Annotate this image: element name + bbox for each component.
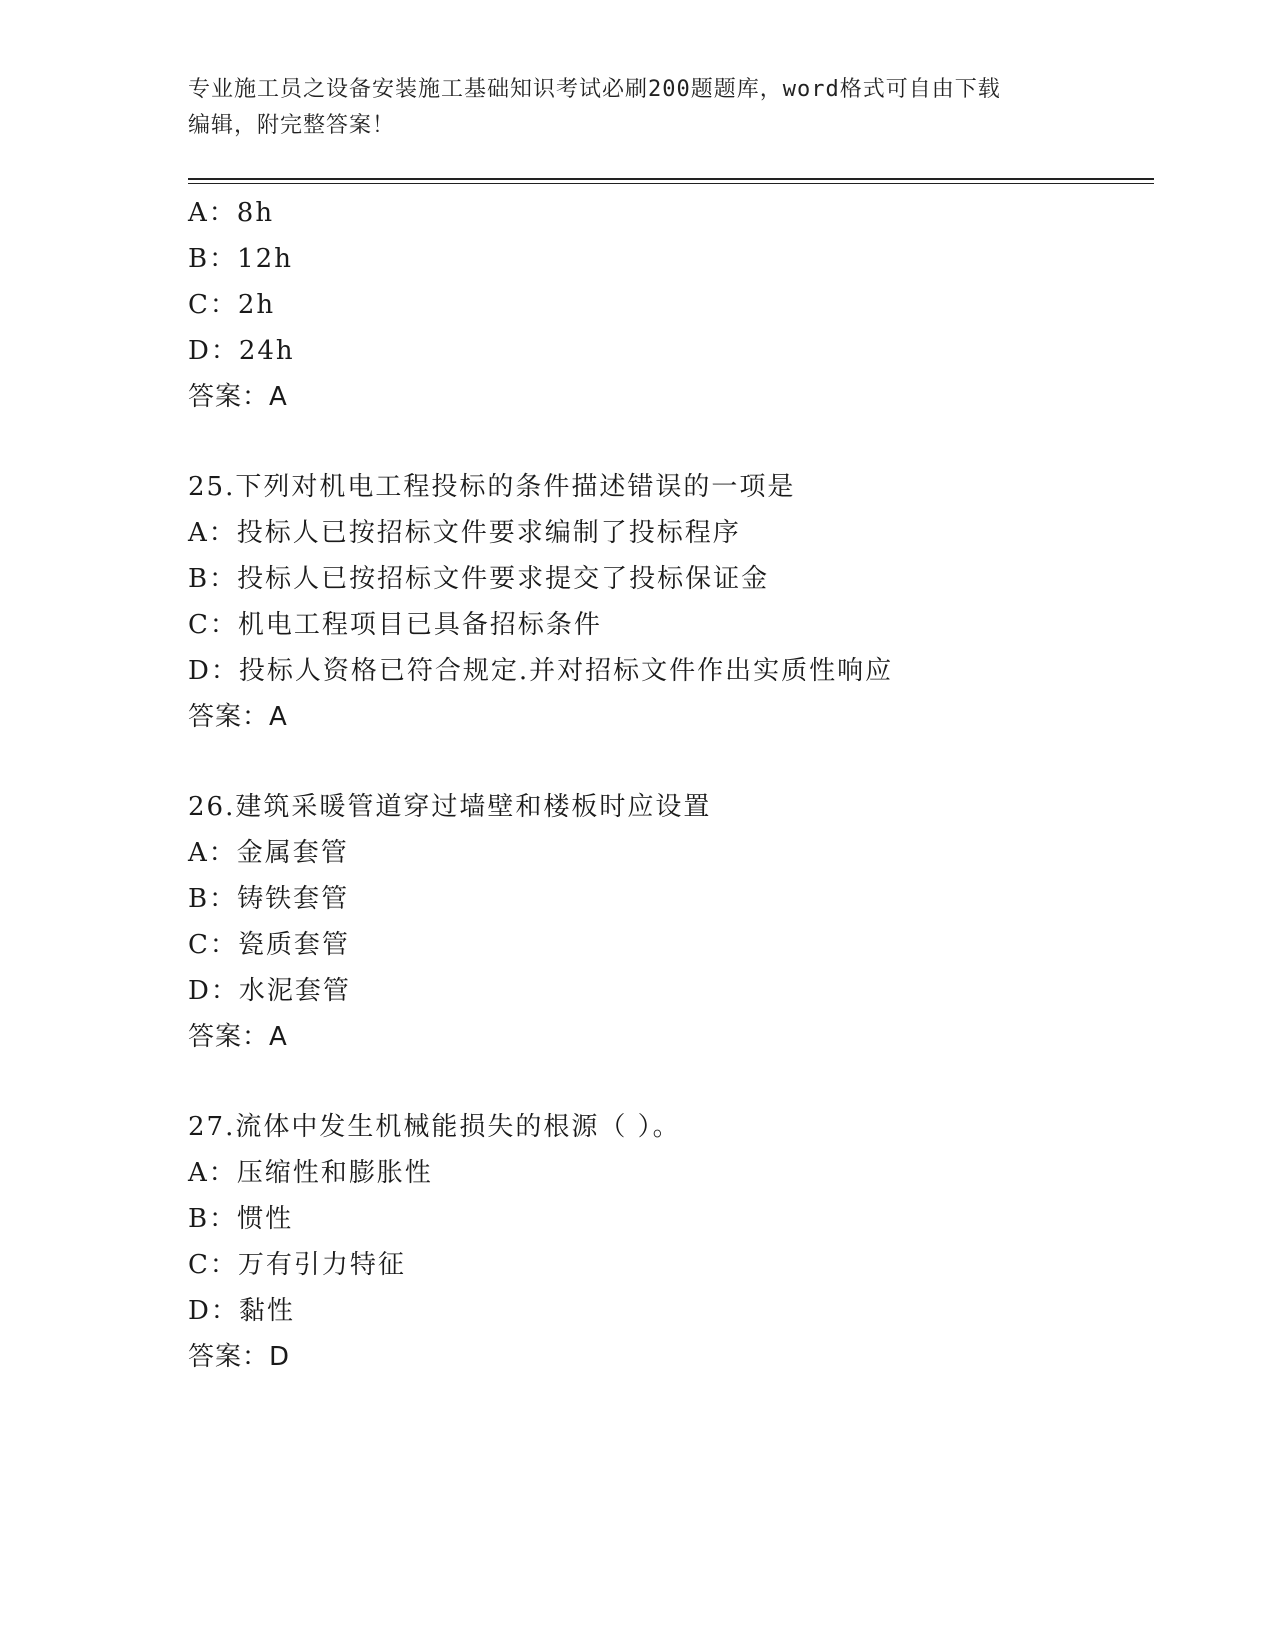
option-a: A：8h: [188, 198, 275, 228]
answer-line: 答案：A: [188, 1022, 288, 1052]
option-b: B：铸铁套管: [188, 884, 350, 914]
question-block-24: [188, 190, 1154, 420]
option-a: A：压缩性和膨胀性: [188, 1158, 433, 1188]
question-text: 27.流体中发生机械能损失的根源（ ）。: [188, 1112, 681, 1142]
block-spacer: [188, 1060, 1154, 1104]
option-b: B：惯性: [188, 1204, 294, 1234]
answer-line: 答案：A: [188, 702, 288, 732]
option-b: B：12h: [188, 244, 293, 274]
option-c: C：2h: [188, 290, 276, 320]
question-block-26: [188, 784, 1154, 1060]
header-title-line-2: 编辑，附完整答案！: [188, 113, 396, 138]
option-a: A：投标人已按招标文件要求编制了投标程序: [188, 518, 741, 548]
option-d: D：投标人资格已符合规定.并对招标文件作出实质性响应: [188, 656, 894, 686]
block-spacer: [188, 420, 1154, 464]
question-text: 25.下列对机电工程投标的条件描述错误的一项是: [188, 472, 796, 502]
header-divider-thin: [188, 183, 1154, 184]
question-block-25: [188, 464, 1154, 740]
question-text: 26.建筑采暖管道穿过墙壁和楼板时应设置: [188, 792, 712, 822]
header-divider-thick: [188, 178, 1154, 180]
answer-line: 答案：A: [188, 382, 288, 412]
document-header: [188, 72, 1088, 144]
option-d: D：水泥套管: [188, 976, 351, 1006]
answer-line: 答案：D: [188, 1342, 291, 1372]
option-d: D：黏性: [188, 1296, 295, 1326]
question-list: [188, 190, 1154, 1380]
block-spacer: [188, 740, 1154, 784]
option-a: A：金属套管: [188, 838, 349, 868]
header-title-line-1: 专业施工员之设备安装施工基础知识考试必刷200题题库，word格式可自由下载: [188, 77, 1001, 102]
option-d: D：24h: [188, 336, 295, 366]
option-c: C：机电工程项目已具备招标条件: [188, 610, 602, 640]
option-c: C：万有引力特征: [188, 1250, 406, 1280]
option-c: C：瓷质套管: [188, 930, 350, 960]
option-b: B：投标人已按招标文件要求提交了投标保证金: [188, 564, 770, 594]
question-block-27: [188, 1104, 1154, 1380]
